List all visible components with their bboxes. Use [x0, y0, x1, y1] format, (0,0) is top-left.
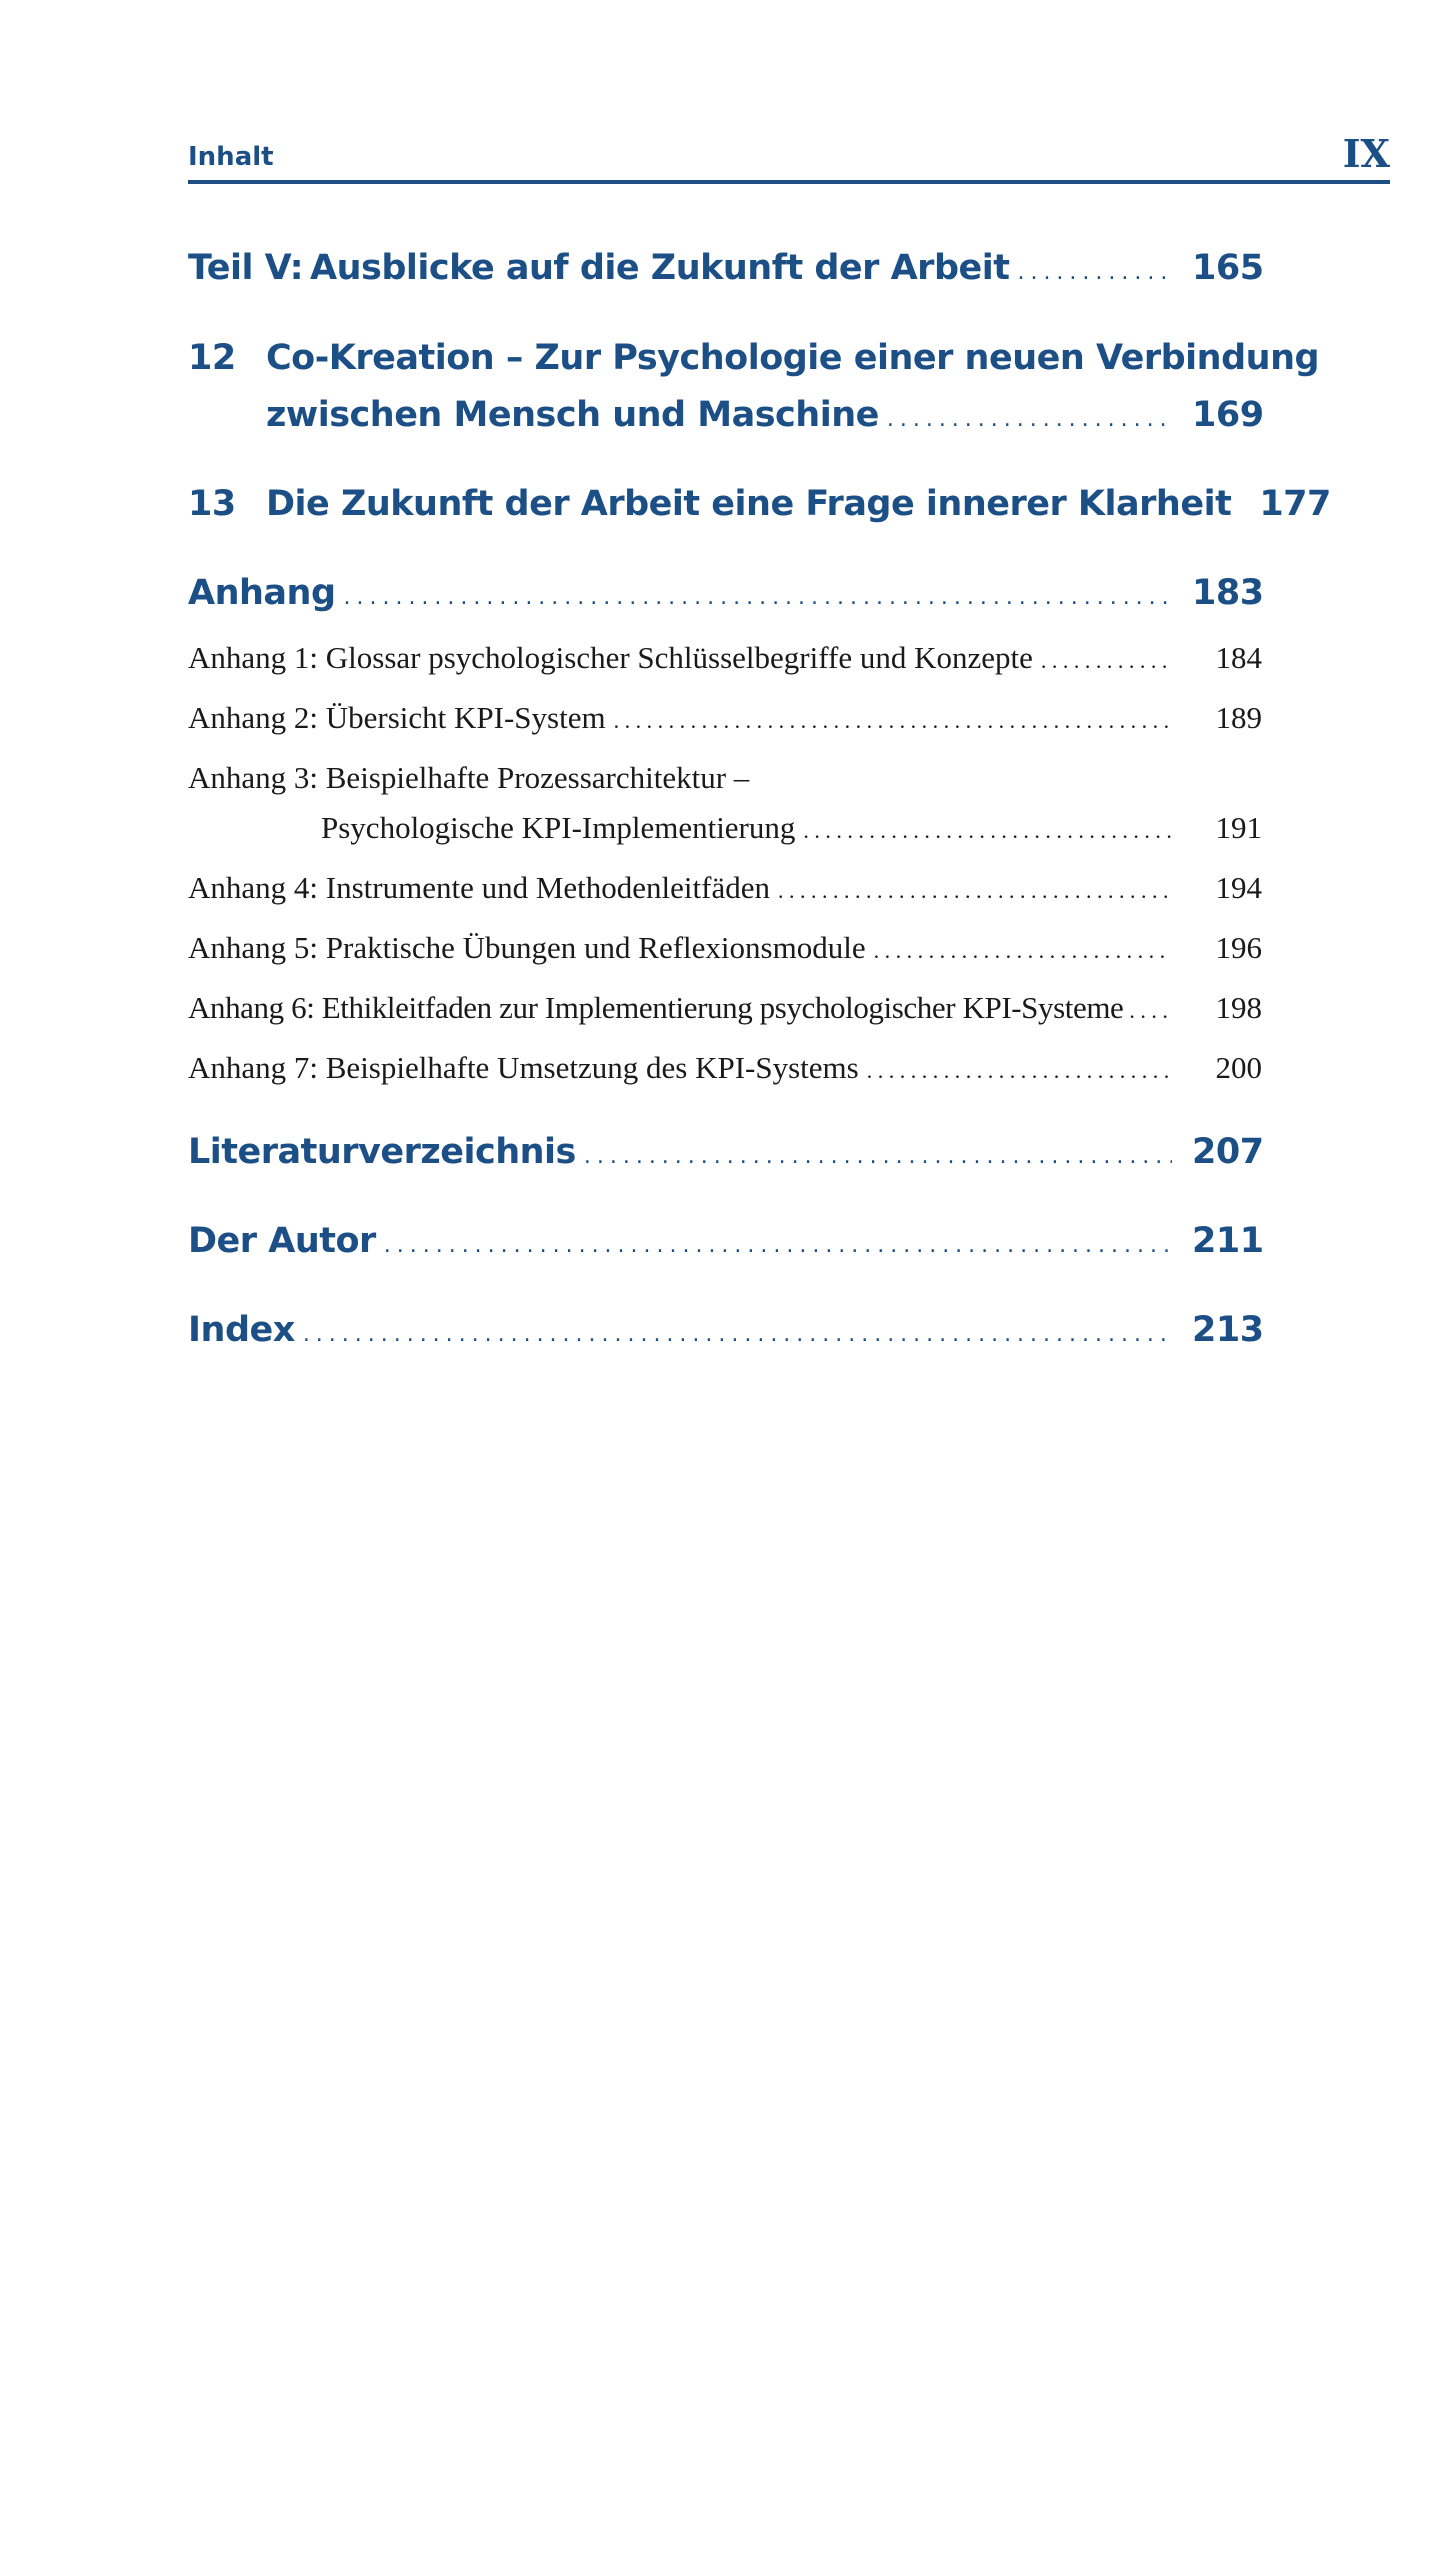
page-number: 169	[1192, 395, 1264, 435]
leader-dots	[867, 1058, 1172, 1084]
part-label: Teil V:	[188, 248, 304, 288]
page-number: 211	[1192, 1221, 1264, 1261]
page-number: 165	[1192, 248, 1264, 288]
leader-dots	[887, 407, 1172, 432]
toc-entry-anhang-1[interactable]	[188, 640, 1262, 676]
section-title: Der Autor	[188, 1221, 376, 1261]
leader-dots	[614, 708, 1172, 734]
chapter-title-line1: Co-Kreation – Zur Psychologie einer neuen Verbindung	[266, 338, 1320, 378]
section-title: Index	[188, 1310, 295, 1350]
toc-entry-anhang-5[interactable]	[188, 930, 1262, 966]
appendix-title-line1: Anhang 3: Beispielhafte Prozessarchitektur –	[188, 760, 750, 795]
appendix-title: Anhang 2: Übersicht KPI-System	[188, 700, 606, 735]
page-number: 191	[1215, 810, 1262, 845]
page-number: 200	[1215, 1050, 1262, 1085]
toc-entry-autor[interactable]	[188, 1221, 1262, 1261]
chapter-number: 13	[188, 484, 236, 524]
leader-dots	[874, 938, 1172, 964]
appendix-title: Anhang 6: Ethikleitfaden zur Implementierung psychologischer KPI-Systeme	[188, 990, 1124, 1025]
page-number: 198	[1215, 990, 1262, 1025]
leader-dots	[344, 585, 1172, 610]
appendix-title-line2: Psychologische KPI-Implementierung	[321, 810, 796, 845]
appendix-title: Anhang 7: Beispielhafte Umsetzung des KPI-Systems	[188, 1050, 859, 1085]
toc-entry-anhang-3[interactable]	[188, 810, 1262, 846]
chapter-number: 12	[188, 338, 236, 378]
appendix-title: Anhang 5: Praktische Übungen und Reflexionsmodule	[188, 930, 866, 965]
toc-entry-anhang[interactable]	[188, 573, 1262, 613]
toc-entry-chapter-12[interactable]	[188, 395, 1262, 435]
appendix-title: Anhang 1: Glossar psychologischer Schlüsselbegriffe und Konzepte	[188, 640, 1033, 675]
toc-entry-literatur[interactable]	[188, 1132, 1262, 1172]
page-number: 194	[1215, 870, 1262, 905]
section-title: Literaturverzeichnis	[188, 1132, 576, 1172]
toc-entry-part-v[interactable]	[188, 248, 1262, 288]
toc-entry-chapter-12-line1[interactable]	[188, 338, 1320, 378]
leader-dots	[303, 1322, 1172, 1347]
chapter-title: Die Zukunft der Arbeit eine Frage innerer Klarheit	[266, 484, 1232, 524]
toc-entry-index[interactable]	[188, 1310, 1262, 1350]
page-number: 183	[1192, 573, 1264, 613]
page-number: 177	[1259, 484, 1331, 524]
toc-entry-anhang-4[interactable]	[188, 870, 1262, 906]
page-number: 213	[1192, 1310, 1264, 1350]
page-number: 196	[1215, 930, 1262, 965]
part-title: Ausblicke auf die Zukunft der Arbeit	[310, 248, 1010, 288]
leader-dots	[1129, 998, 1172, 1024]
leader-dots	[1017, 260, 1172, 285]
toc-entry-chapter-13[interactable]	[188, 484, 1331, 524]
leader-dots	[1041, 648, 1172, 674]
page-number: 207	[1192, 1132, 1264, 1172]
leader-dots	[778, 878, 1172, 904]
toc-entry-anhang-2[interactable]	[188, 700, 1262, 736]
toc-entry-anhang-6[interactable]	[188, 990, 1262, 1026]
toc-entry-anhang-3-line1[interactable]	[188, 760, 1262, 796]
page-number: 189	[1215, 700, 1262, 735]
toc-entry-anhang-7[interactable]	[188, 1050, 1262, 1086]
chapter-title-line2: zwischen Mensch und Maschine	[266, 395, 879, 435]
leader-dots	[803, 818, 1172, 844]
leader-dots	[584, 1144, 1172, 1169]
section-title: Anhang	[188, 573, 336, 613]
running-head-section: Inhalt	[188, 142, 274, 172]
leader-dots	[384, 1233, 1172, 1258]
page-folio: IX	[1342, 131, 1390, 176]
appendix-title: Anhang 4: Instrumente und Methodenleitfäden	[188, 870, 770, 905]
page-number: 184	[1215, 640, 1262, 675]
running-head	[188, 128, 1390, 184]
